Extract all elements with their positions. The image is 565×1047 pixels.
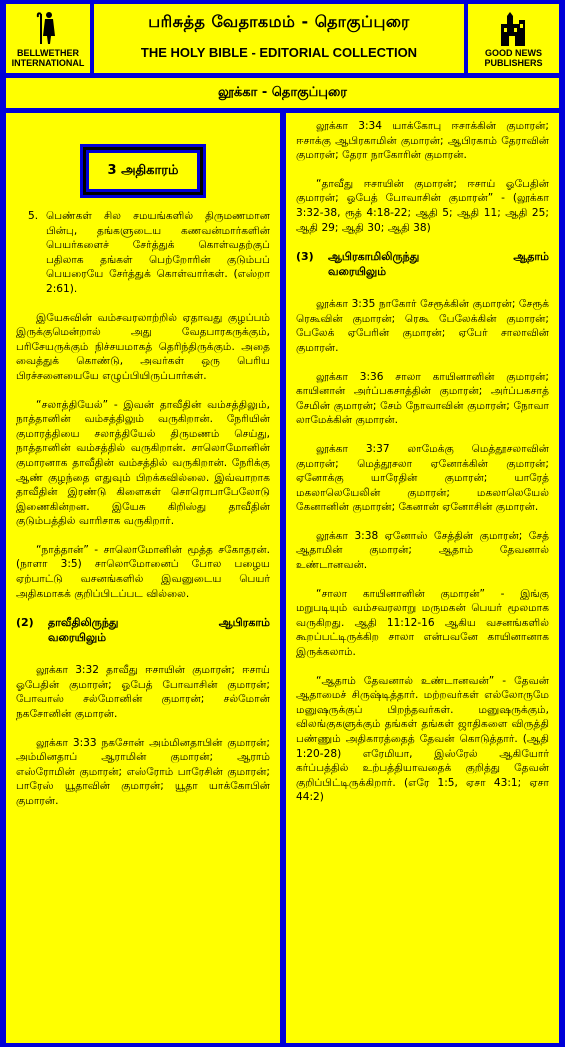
header-title-box [94, 4, 464, 73]
section-title-line1: தாவீதிலிருந்து ஆபிரகாம் [48, 616, 270, 630]
english-title: THE HOLY BIBLE - EDITORIAL COLLECTION [140, 45, 418, 60]
verse-paragraph: லூக்கா 3:33 நகசோன் அம்மினதாபின் குமாரன்; அம்மினதாப் ஆராமின் குமாரன்; ஆராம் எஸ்ரோமின் குமாரன்; எஸ்ரோம் பாரேசின் குமாரன்; பாரேஸ் யூதாவின் குமாரன்; யூதா யாக்கோபின் குமாரன். [16, 736, 270, 807]
verse-paragraph: லூக்கா 3:34 யாக்கோபு ஈசாக்கின் குமாரன்; ஈசாக்கு ஆபிரகாமின் குமாரன்; ஆபிரகாம் தேராவின் குமாரன்; தேரா நாகோரின் குமாரன். [296, 120, 549, 162]
verse-paragraph: லூக்கா 3:36 சாலா காயினானின் குமாரன்; காயினான் அர்ப்பகசாத்தின் குமாரன்; அர்ப்பகசாத் சேமின் குமாரன்; சேம் நோவாவின் குமாரன்; நோவா லாமேக்கின் குமாரன். [296, 370, 549, 427]
chapter-label: 3 அதிகாரம் [86, 150, 200, 192]
logo-line1: BELLWETHER [17, 48, 79, 58]
shepherd-icon [33, 10, 63, 46]
section-heading-2 [16, 615, 270, 645]
book-subtitle-bar [6, 78, 559, 108]
goodnews-logo [468, 4, 559, 73]
book-subtitle: லூக்கா - தொகுப்புரை [218, 85, 347, 100]
note-text: பெண்கள் சில சமயங்களில் திருமணமான பின்பு, தங்களுடைய கணவன்மார்களின் பெயர்களைச் சேர்த்துக் கொள்வதற்குப் பதிலாக தங்கள் பெற்றோரின் குடும்பப் பெயரையே சேர்த்துக் கொள்வார்கள். (எஸ்றா 2:61). [46, 210, 270, 295]
paragraph: இயேசுவின் வம்சவரலாற்றில் ஏதாவது குழப்பம் இருக்குமென்றால் அது வேதபாரகருக்கும், பரிசேயருக்கும் நிச்சயமாகத் தெரிந்திருக்கும். அதை வைத்துக் கொண்டு, அவர்கள் ஒரு பெரிய பிரச்சனையையே எழுப்பியிருப்பார்கள். [16, 311, 270, 382]
right-column [286, 113, 559, 1043]
verse-paragraph: லூக்கா 3:32 தாவீது ஈசாயின் குமாரன்; ஈசாய் ஓபேதின் குமாரன்; ஓபேத் போவாசின் குமாரன்; போவாஸ் சல்மோனின் குமாரன்; சல்மோன் நகசோனின் குமாரன். [16, 664, 270, 721]
paragraph: “நாத்தான்” - சாலொமோனின் மூத்த சகோதரன். (நாளா 3:5) சாலொமோனைப் போல பழைய ஏற்பாட்டு வசனங்களில் இவனுடைய பெயர் அதிகமாகக் குறிப்பிடப்பட வில்லை. [16, 543, 270, 600]
verse-paragraph: லூக்கா 3:37 லாமேக்கு மெத்தூசலாவின் குமாரன்; மெத்தூசலா ஏனோக்கின் குமாரன்; ஏனோக்கு யாரேதின் குமாரன்; யாரேத் மகலாலெயேலின் குமாரன்; மகலாலெயேல் கேனானின் குமாரன்; கேனான் ஏனோசின் குமாரன். [296, 442, 549, 514]
building-icon [497, 10, 531, 46]
logo-line2: PUBLISHERS [484, 58, 543, 68]
section-title-line2: வரையிலும் [48, 631, 107, 645]
section-heading-3 [296, 249, 549, 279]
tamil-title: பரிசுத்த வேதாகமம் - தொகுப்புரை [148, 12, 410, 31]
bellwether-logo [6, 4, 90, 73]
paragraph: “ஆதாம் தேவனால் உண்டானவன்” - தேவன் ஆதாமைச் சிருஷ்டித்தார். மற்றவர்கள் எல்லோருமே மனுஷருக்குப் பிறந்தவர்கள். மனுஷருக்கும், விலங்குகளுக்கும் தங்கள் தங்கள் ஜாதிகளை விருத்தி பண்ணும் அதிகாரத்தைத் தேவன் கொடுத்தார். (ஆதி 1:20-28) எரேமியா, இஸ்ரேல் ஆகியோர் கர்ப்பத்தில் உற்பத்தியாவதைக் குறித்து தேவன் குறிப்பிட்டிருக்கிறார். (எரே 1:5, ஏசா 43:1; ஏசா 44:2) [296, 674, 549, 804]
chapter-heading [83, 147, 203, 195]
note-item-5 [28, 209, 270, 297]
section-title-line2: வரையிலும் [328, 265, 387, 279]
section-title-line1: ஆபிரகாமிலிருந்து ஆதாம் [328, 250, 549, 264]
paragraph: “சாலா காயினானின் குமாரன்” - இங்கு மறுபடியும் வம்சவரலாறு மருமகன் பெயர் மூலமாக வருகிறது. ஆதி 11:12-16 ஆகிய வசனங்களில் கூறப்பட்டிருக்கிற சாலா என்பவனே காயினானாக இருக்கலாம். [296, 587, 549, 659]
note-number: 5. [28, 210, 39, 222]
paragraph: “தாவீது ஈசாயின் குமாரன்; ஈசாய் ஓபேதின் குமாரன்; ஓபேத் போவாசின் குமாரன்” - (லூக்கா 3:32-38, ரூத் 4:18-22; ஆதி 5; ஆதி 11; ஆதி 25; ஆதி 29; ஆதி 30; ஆதி 38) [296, 177, 549, 234]
verse-paragraph: லூக்கா 3:35 நாகோர் சேரூக்கின் குமாரன்; சேரூக் ரெகூவின் குமாரன்; ரெகூ பேலேக்கின் குமாரன்; பேலேக் ஏபேரின் குமாரன்; ஏபேர் சாலாவின் குமாரன். [296, 298, 549, 354]
left-column [6, 113, 280, 1043]
logo-line1: GOOD NEWS [484, 48, 542, 58]
paragraph: “சலாத்தியேல்” - இவன் தாவீதின் வம்சத்திலும், நாத்தானின் வம்சத்திலும் வருகிறான். நேரியின் குமாரத்தியை சலாத்தியேல் திருமணம் செய்து, நாத்தானின் வம்சத்தில் வருகிறான். சாலொமோனின் குமாரனாக தாவீதின் வம்சத்தில் வருகிறான். நேரிக்கு ஆண் குழந்தை எதுவும் பிறக்கவில்லை. இவ்வாறாக தாவீதின் இரண்டு கிளைகள் சொரொபாபேலோடு இணைகின்றன. இயேசு கிறிஸ்து தாவீதின் குடும்பத்தில் வாரிசாக வருகிறார். [16, 398, 270, 528]
verse-paragraph: லூக்கா 3:38 ஏனோஸ் சேத்தின் குமாரன்; சேத் ஆதாமின் குமாரன்; ஆதாம் தேவனால் உண்டானவன். [296, 529, 549, 572]
logo-line2: INTERNATIONAL [11, 58, 85, 68]
section-number: (3) [296, 250, 314, 264]
section-number: (2) [16, 616, 34, 630]
